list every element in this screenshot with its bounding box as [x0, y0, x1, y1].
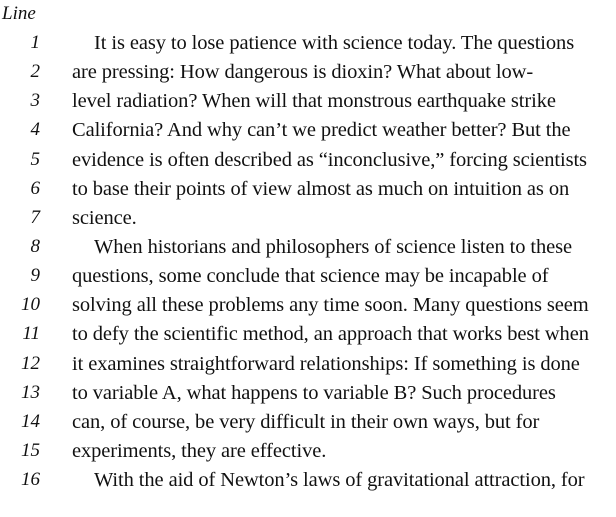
line-number: 10 — [21, 294, 40, 316]
passage-body — [0, 31, 616, 497]
line-number: 7 — [30, 206, 40, 228]
passage-line — [0, 118, 616, 147]
line-text: to variable A, what happens to variable B? Such procedures — [72, 381, 556, 404]
passage-line — [0, 31, 616, 60]
line-number: 14 — [21, 410, 40, 432]
line-number: 4 — [30, 119, 40, 141]
line-text: to base their points of view almost as much on intuition as on — [72, 177, 570, 200]
line-number: 2 — [30, 61, 40, 83]
passage-line — [0, 352, 616, 381]
line-text: to defy the scientific method, an approach that works best when — [72, 323, 589, 346]
passage-line — [0, 148, 616, 177]
passage-line — [0, 177, 616, 206]
passage-line — [0, 468, 616, 497]
line-column-header: Line — [2, 3, 36, 24]
line-text: science. — [72, 206, 137, 229]
line-text: It is easy to lose patience with science today. The questions — [94, 32, 575, 54]
line-text: With the aid of Newton’s laws of gravitational attraction, for — [94, 469, 585, 492]
line-text: evidence is often described as “inconclusive,” forcing scientists — [72, 148, 587, 171]
passage-line — [0, 89, 616, 118]
line-text: are pressing: How dangerous is dioxin? What about low- — [72, 61, 534, 84]
line-text: it examines straightforward relationships: If something is done — [72, 352, 580, 375]
line-text: experiments, they are effective. — [72, 439, 327, 462]
line-number: 3 — [30, 90, 40, 112]
line-number: 9 — [30, 265, 40, 287]
passage-line — [0, 206, 616, 235]
passage-line — [0, 322, 616, 351]
line-text: California? And why can’t we predict weather better? But the — [72, 119, 571, 142]
line-number: 1 — [30, 32, 40, 53]
line-number: 8 — [30, 235, 40, 257]
passage-line — [0, 381, 616, 410]
line-number: 13 — [21, 381, 40, 403]
passage-line — [0, 410, 616, 439]
line-text: can, of course, be very difficult in their own ways, but for — [72, 410, 540, 433]
line-number: 12 — [21, 352, 40, 374]
line-number: 15 — [21, 439, 40, 461]
line-text: solving all these problems any time soon. Many questions seem — [72, 294, 589, 317]
passage-line — [0, 60, 616, 89]
line-number: 11 — [22, 323, 40, 345]
line-text: When historians and philosophers of science listen to these — [94, 235, 573, 258]
passage-line — [0, 293, 616, 322]
line-text: questions, some conclude that science may be incapable of — [72, 265, 549, 288]
passage-line — [0, 439, 616, 468]
line-number: 5 — [30, 148, 40, 170]
line-number: 6 — [30, 177, 40, 199]
passage-line — [0, 235, 616, 264]
passage-line — [0, 264, 616, 293]
line-number: 16 — [21, 469, 40, 491]
line-text: level radiation? When will that monstrous earthquake strike — [72, 90, 556, 113]
